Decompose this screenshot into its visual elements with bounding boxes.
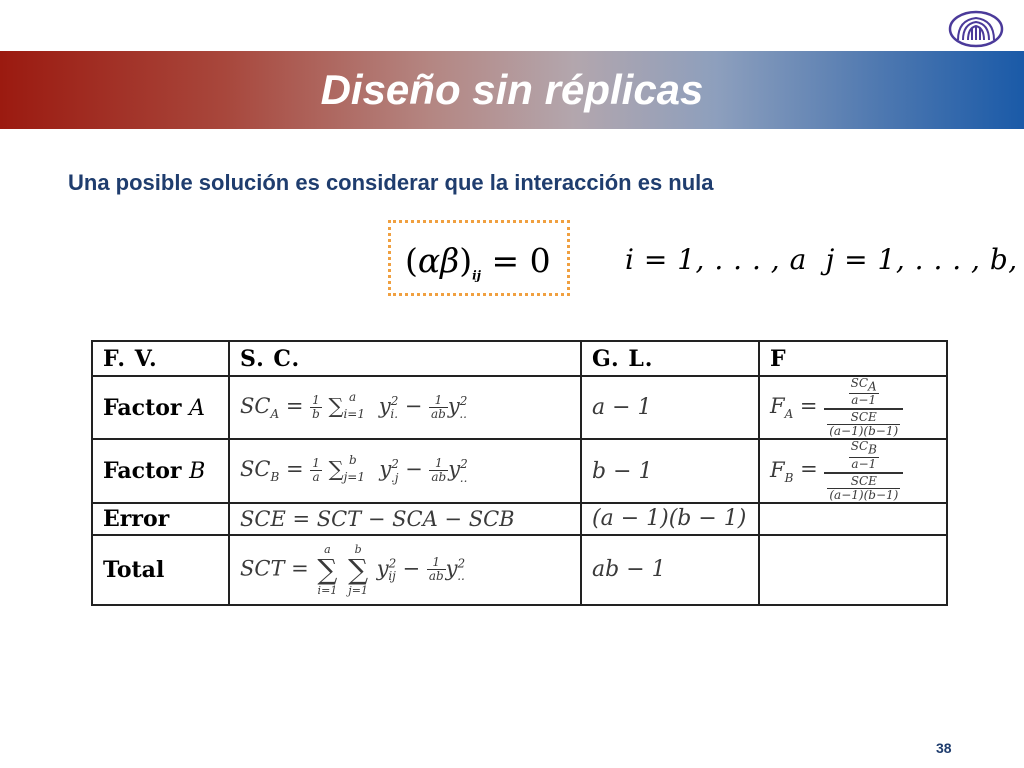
table-row <box>92 503 947 535</box>
header-gl: G. L. <box>581 341 759 376</box>
sc-factor-a: $SC_A$ = $\frac{1}{b}$ $\sum_{i=1}^a$ $y^2_{i.}$ − $\frac{1}{ab}$ $y^2_{..}$ <box>229 376 581 439</box>
page-number: 38 <box>936 740 952 756</box>
header-fv: F. V. <box>92 341 229 376</box>
slide-title: Diseño sin réplicas <box>320 66 704 113</box>
f-factor-b: $F_B$ = $\frac{SC_B}{a-1}$ $\frac{\text{SCE}}{(a-1)(b-1)}$ <box>759 439 947 502</box>
header-f: F <box>759 341 947 376</box>
index-ranges: i = 1, . . . , a j = 1, . . . , b, <box>625 243 1018 276</box>
row-label-factor-a: Factor A <box>92 376 229 439</box>
gl-error: (a − 1)(b − 1) <box>581 503 759 535</box>
interaction-null-formula: $(\alpha\beta)_{ij} = 0$ <box>405 241 551 283</box>
table-row <box>92 376 947 439</box>
row-label-factor-b: Factor B <box>92 439 229 502</box>
f-error <box>759 503 947 535</box>
gl-factor-b: b − 1 <box>581 439 759 502</box>
anova-table <box>91 340 946 597</box>
subtitle: Una posible solución es considerar que la interacción es nula <box>68 170 714 195</box>
f-total <box>759 535 947 605</box>
table-row <box>92 535 947 605</box>
university-logo-icon <box>948 10 1004 48</box>
header-sc: S. C. <box>229 341 581 376</box>
table-row <box>92 439 947 502</box>
f-factor-a: $F_A$ = $\frac{SC_A}{a-1}$ $\frac{\text{SCE}}{(a-1)(b-1)}$ <box>759 376 947 439</box>
gl-total: ab − 1 <box>581 535 759 605</box>
row-label-total: Total <box>92 535 229 605</box>
table-header-row <box>92 341 947 376</box>
row-label-error: Error <box>92 503 229 535</box>
gl-factor-a: a − 1 <box>581 376 759 439</box>
highlighted-formula-box <box>388 220 570 296</box>
sc-total: SCT = a ∑ i=1 b ∑ j=1 $y^2_{ij}$ − $\frac{1}{ab}$ $y^2_{..}$ <box>229 535 581 605</box>
sc-factor-b: $SC_B$ = $\frac{1}{a}$ $\sum_{j=1}^b$ $y^2_{.j}$ − $\frac{1}{ab}$ $y^2_{..}$ <box>229 439 581 502</box>
sc-error: SCE = SCT − SCA − SCB <box>229 503 581 535</box>
